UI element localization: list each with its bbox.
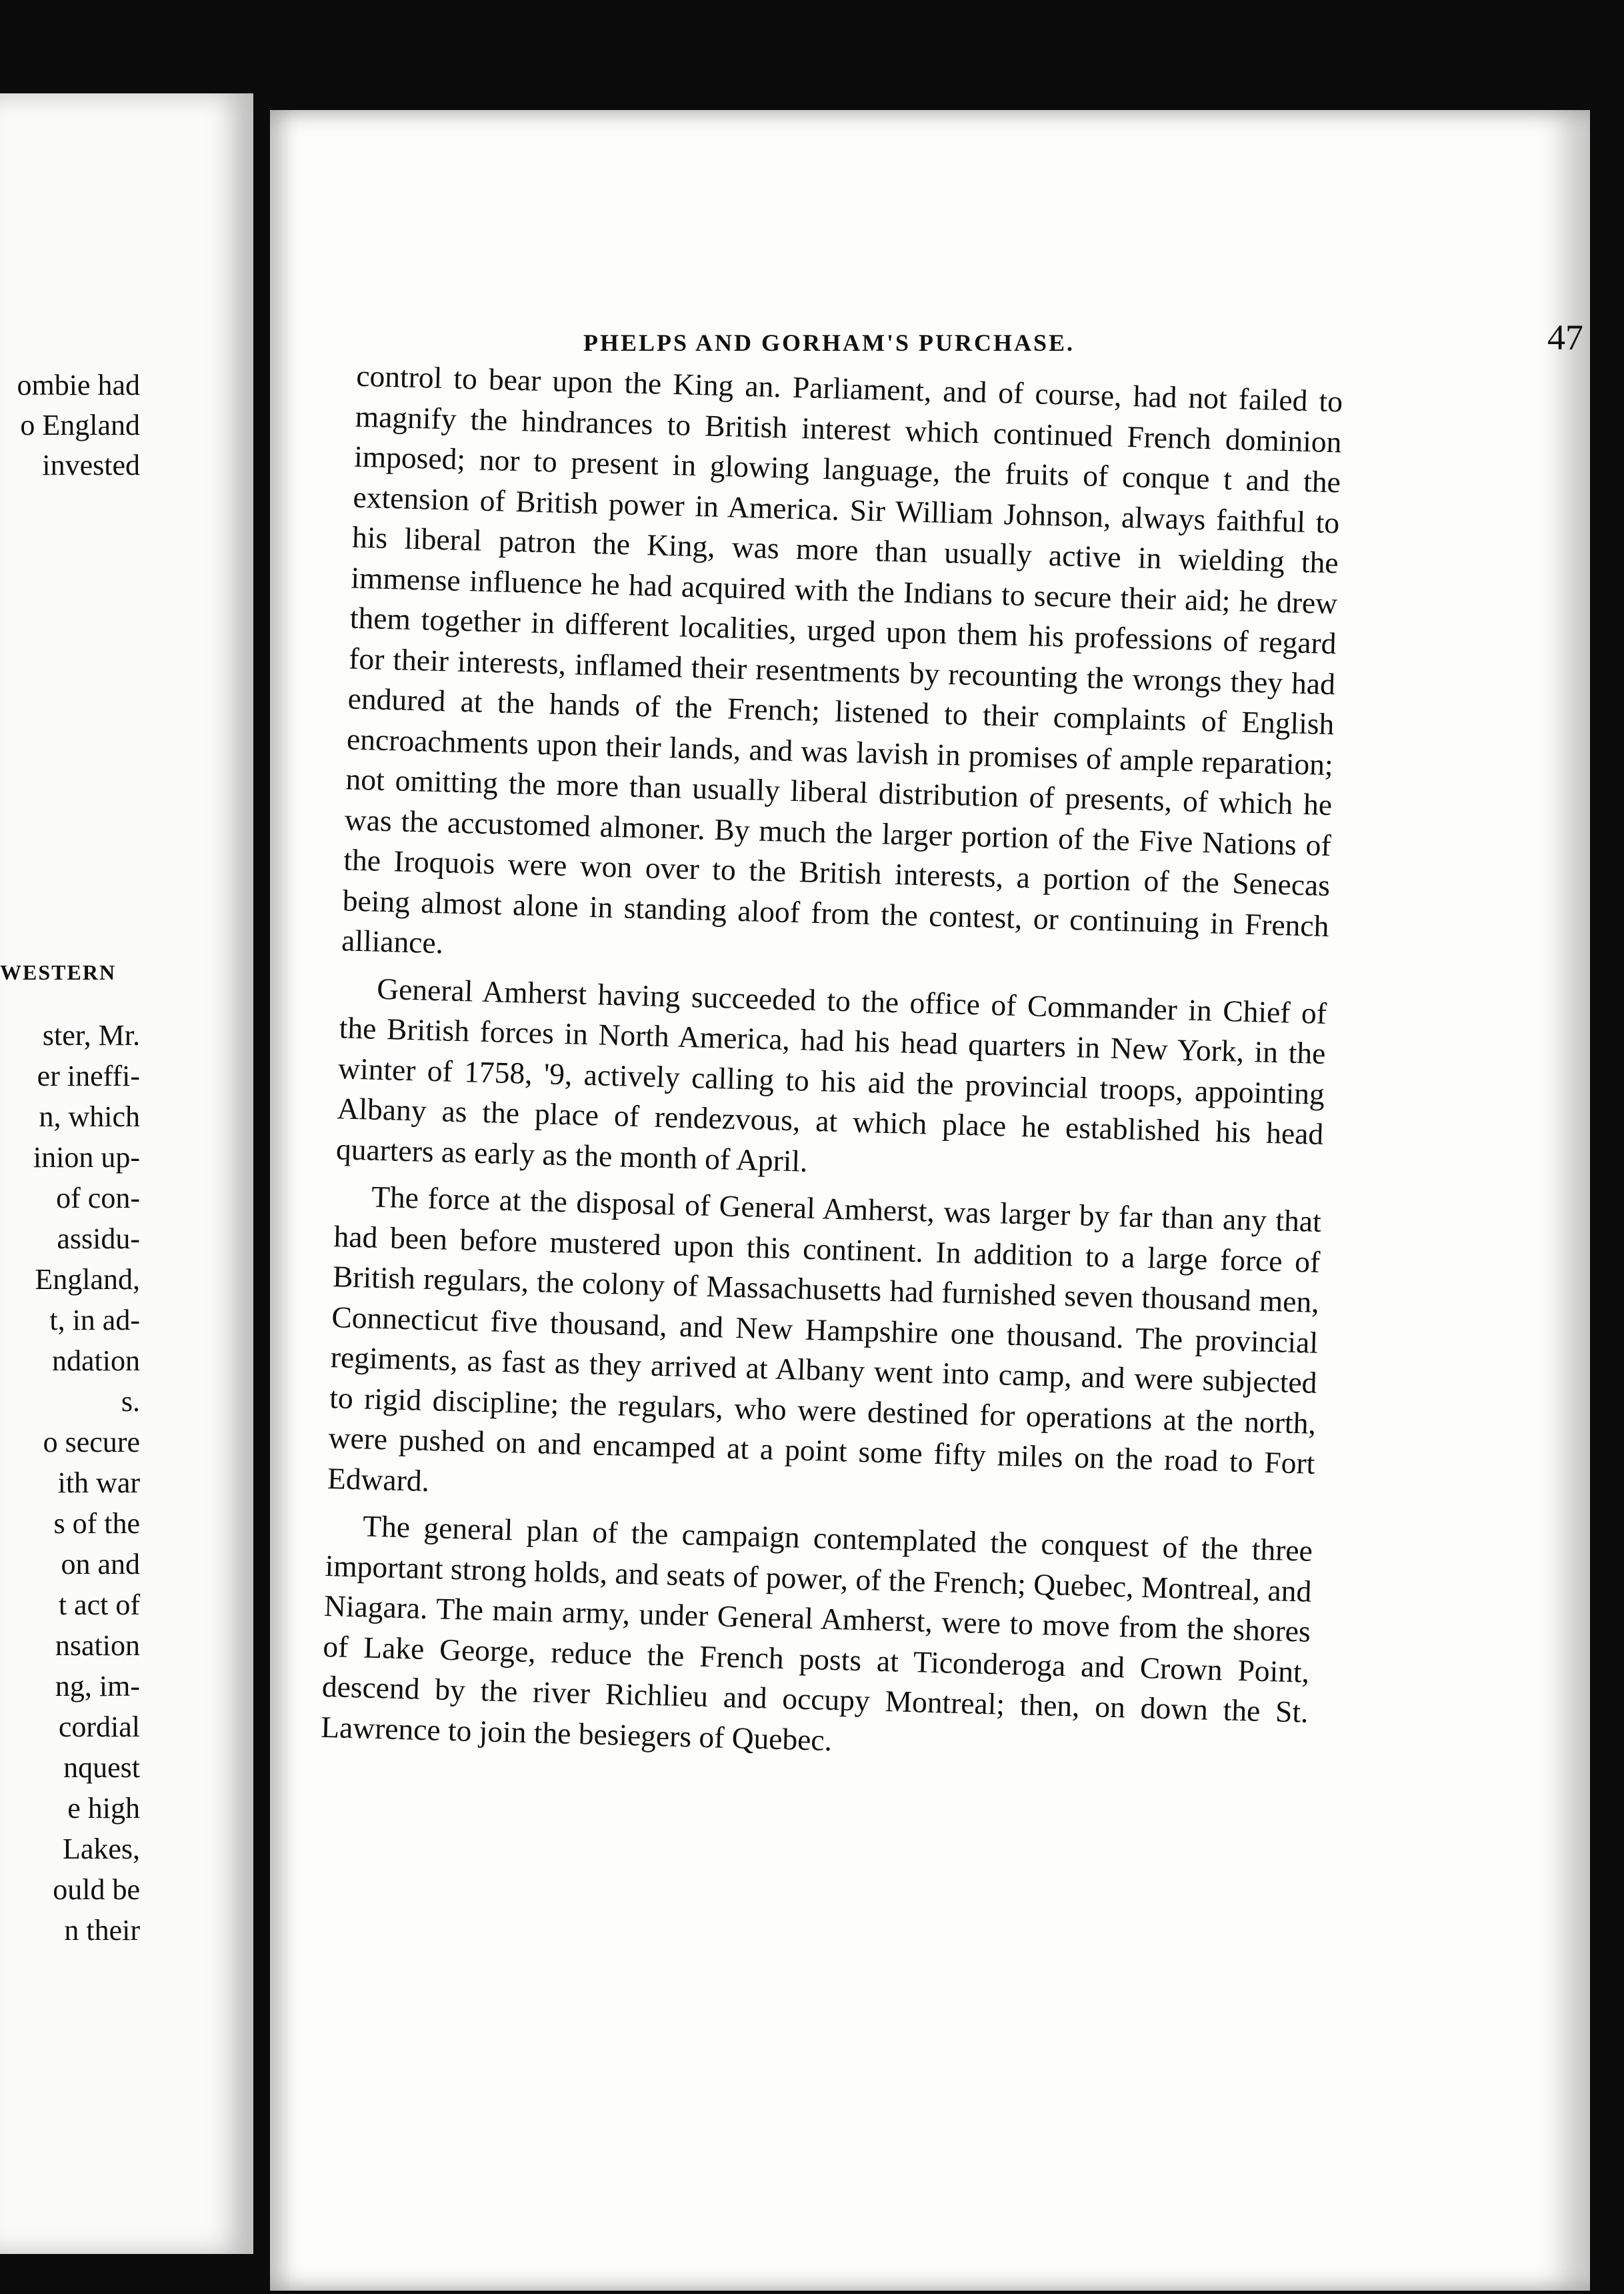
left-fragment: o secure xyxy=(43,1426,140,1458)
left-fragment: t act of xyxy=(58,1588,140,1621)
left-fragment: invested xyxy=(42,449,140,481)
left-fragment: e high xyxy=(67,1792,140,1825)
page-number: 47 xyxy=(1547,317,1583,357)
running-title: PHELPS AND GORHAM'S PURCHASE. xyxy=(583,329,1075,356)
left-fragment: ndation xyxy=(52,1344,140,1377)
left-fragment: ombie had xyxy=(17,369,140,401)
left-page xyxy=(0,93,253,2254)
left-fragment: of con- xyxy=(56,1182,140,1214)
left-fragment: England, xyxy=(35,1263,140,1296)
left-fragment: assidu- xyxy=(57,1222,140,1255)
left-fragment: n, which xyxy=(39,1100,140,1133)
left-fragment: s of the xyxy=(53,1507,140,1540)
paragraph: The force at the disposal of General Amherst, was larger by far than any that had been before mustered upon this continent. In addition to a large force of British regulars, the colony of Massachusetts had furnished seven thousand men, Connecticut five thousand, and New Hampshire one thousand. The provincial regiments, as fast as they arrived at Albany went into camp, and were subjected to rigid discipline; the regulars, who were destined for operations at the north, were pushed on and encamped at a point some fifty miles on the road to Fort Edward. xyxy=(327,1179,1322,1498)
left-fragment: ster, Mr. xyxy=(42,1019,140,1052)
left-fragment: er ineffi- xyxy=(37,1060,140,1092)
paragraph: The general plan of the campaign contemplated the conquest of the three important strong holds, and seats of power, of the French; Quebec, Montreal, and Niagara. The main army, under General Amherst, were to move from the shores of Lake George, reduce the French posts at Ticonderoga and Crown Point, descend by the river Richlieu and occupy Montreal; then, on down the St. Lawrence to join the besiegers of Quebec. xyxy=(320,1508,1313,1757)
left-fragment: t, in ad- xyxy=(49,1304,140,1336)
left-fragment: o England xyxy=(20,409,140,441)
right-page xyxy=(270,110,1590,2291)
left-fragment: n their xyxy=(64,1914,140,1947)
paragraph: control to bear upon the King an. Parliament, and of course, had not failed to magnify the hindrances to British interest which continued French dominion imposed; nor to present in glowing language, the fruits of conque t and the extension of British power in America. Sir William Johnson, always faithful to his liberal patron the King, was more than usually active in wielding the immense influence he had acquired with the Indians to secure their aid; he drew them together in different localities, urged upon them his professions of regard for their interests, inflamed their resentments by recounting the wrongs they had endured at the hands of the French; listened to their complaints of English encroachments upon their lands, and was lavish in promises of ample reparation; not omitting the more than usually liberal distribution of presents, of which he was the accustomed almoner. By much the larger portion of the Five Nations of the Iroquois were won over to the British interests, a portion of the Senecas being almost alone in standing aloof from the contest, or continuing in French alliance. xyxy=(341,358,1343,960)
left-fragment: ng, im- xyxy=(55,1670,140,1702)
left-fragment: s. xyxy=(121,1385,140,1418)
body-text xyxy=(321,356,1343,1773)
left-heading-fragment: WESTERN xyxy=(0,960,117,984)
left-fragment: inion up- xyxy=(33,1141,140,1174)
paragraph: General Amherst having succeeded to the office of Commander in Chief of the British forces in North America, had his head quarters in New York, in the winter of 1758, '9, actively calling to his aid the provincial troops, appointing Albany as the place of rendezvous, at which place he established his head quarters as early as the month of April. xyxy=(335,971,1327,1178)
left-fragment: ould be xyxy=(53,1873,140,1906)
left-fragment: nsation xyxy=(55,1629,140,1662)
left-fragment: Lakes, xyxy=(62,1833,140,1865)
left-fragment: ith war xyxy=(57,1466,140,1499)
left-fragment: cordial xyxy=(58,1710,140,1743)
left-fragment: on and xyxy=(61,1548,140,1580)
left-fragment: nquest xyxy=(63,1751,140,1784)
